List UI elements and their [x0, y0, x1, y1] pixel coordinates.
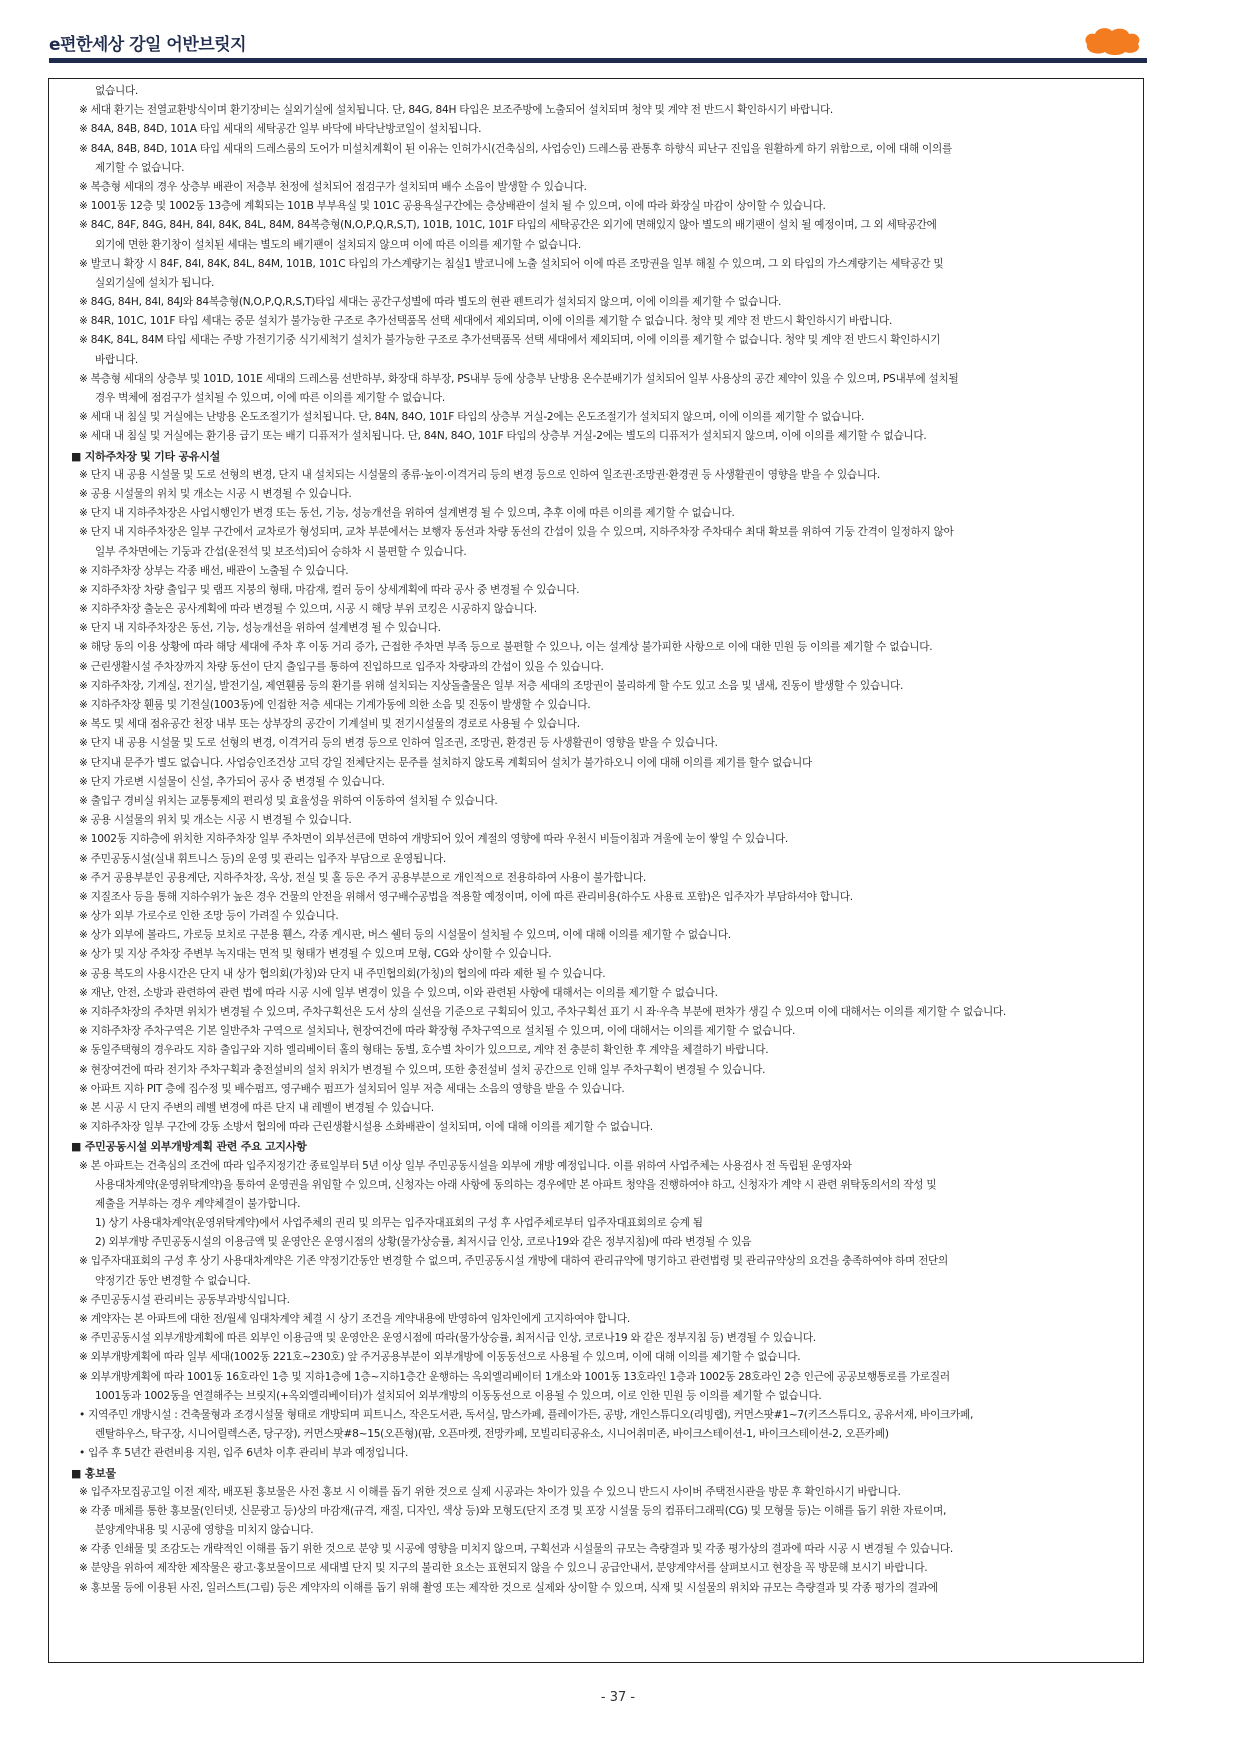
notice-line: 없습니다.	[95, 85, 139, 97]
notice-line: ※ 주민공동시설 관리비는 공동부과방식입니다.	[79, 1293, 290, 1306]
notice-line: ※ 단지 내 지하주차장은 동선, 기능, 성능개선을 위하여 설계변경 될 수 있습니다.	[79, 622, 441, 635]
notice-line: ※ 지하주차장, 기계실, 전기실, 발전기실, 제연휀룸 등의 환기를 위해 설치되는 지상돌출물은 일부 저층 세대의 조망권이 불리하게 할 수도 있고 소음 및 냄새, 진동이 발생할 수 있습니다.	[79, 679, 904, 692]
notice-line: ※ 지질조사 등을 통해 지하수위가 높은 경우 건물의 안전을 위해서 영구배수공법을 적용할 예정이며, 이에 따른 관리비용(하수도 사용료 포함)은 입주자가 부담하셔야 합니다.	[79, 890, 853, 903]
notice-line: ※ 아파트 지하 PIT 층에 집수정 및 배수펌프, 영구배수 펌프가 설치되어 일부 저층 세대는 소음의 영향을 받을 수 있습니다.	[79, 1082, 625, 1095]
notice-line: ※ 지하주차장 휀룸 및 기전실(1003동)에 인접한 저층 세대는 기계가동에 의한 소음 및 진동이 발생할 수 있습니다.	[79, 699, 591, 711]
notice-line: ※ 공용 복도의 사용시간은 단지 내 상가 협의회(가칭)와 단지 내 주민협의회(가칭)의 협의에 따라 제한 될 수 있습니다.	[79, 967, 606, 980]
notice-line: ※ 분양을 위하여 제작한 제작물은 광고·홍보물이므로 세대별 단지 및 지구의 불리한 요소는 표현되지 않을 수 있으니 공급안내서, 분양계약서를 살펴보시고 현장을 꼭 방문해 보시기 바랍니다.	[79, 1562, 928, 1575]
notice-line: ※ 지하주차장 출눈은 공사계획에 따라 변경될 수 있으며, 시공 시 해당 부위 코킹은 시공하지 않습니다.	[79, 603, 537, 616]
notice-line: ※ 84K, 84L, 84M 타입 세대는 주방 가전기기중 식기세척기 설치가 불가능한 구조로 추가선택품목 선택 세대에서 제외되며, 이에 이의를 제기할 수 없습니다. 청약 및 계약 전 반드시 확인하시기	[79, 334, 941, 347]
notice-line: ※ 각종 인쇄물 및 조감도는 개략적인 이해를 돕기 위한 것으로 분양 및 시공에 영향을 미치지 않으며, 구획선과 시설물의 규모는 측량결과 및 각종 평가상의 결과에 따라 시공 시 변경될 수 있습니다.	[79, 1543, 953, 1556]
notice-line: 바랍니다.	[95, 353, 139, 366]
notice-line: ※ 단지 내 공용 시설물 및 도로 선형의 변경, 이격거리 등의 변경 등으로 인하여 일조권, 조망권, 환경권 등 사생활권이 영향을 받을 수 있습니다.	[79, 737, 718, 750]
notice-line: ※ 복도 및 세대 점유공간 천장 내부 또는 상부장의 공간이 기계설비 및 전기시설물의 경로로 사용될 수 있습니다.	[79, 718, 580, 731]
notice-line: ※ 재난, 안전, 소방과 관련하여 관련 법에 따라 시공 시에 일부 변경이 있을 수 있으며, 이와 관련된 사항에 대해서는 이의를 제기할 수 없습니다.	[79, 986, 718, 999]
notice-line: ※ 동일주택형의 경우라도 지하 출입구와 지하 엘리베이터 홀의 형태는 동별, 호수별 차이가 있으므로, 계약 전 충분히 확인한 후 계약을 체결하기 바랍니다.	[79, 1044, 769, 1057]
notice-line: 제기할 수 없습니다.	[95, 161, 185, 174]
notice-line: 렌탈하우스, 탁구장, 시니어릴렉스존, 당구장), 커먼스팟#8~15(오픈형)(팜, 오픈마켓, 전망카페, 모빌리티공유소, 시니어취미존, 바이크스테이션-1, 바이크스테이션-2, 오픈카페)	[95, 1428, 889, 1441]
notice-line: ※ 본 아파트는 건축심의 조건에 따라 입주지정기간 종료일부터 5년 이상 일부 주민공동시설을 외부에 개방 예정입니다. 이를 위하여 사업주체는 사용검사 전 독립된 운영자와	[79, 1159, 852, 1172]
notice-line: ※ 1002동 지하층에 위치한 지하주차장 일부 주차면이 외부선큰에 면하여 개방되어 있어 계절의 영향에 따라 우천시 비들이침과 겨울에 눈이 쌓일 수 있습니다.	[79, 833, 789, 846]
notice-line: 1) 상기 사용대차계약(운영위탁계약)에서 사업주체의 권리 및 의무는 입주자대표회의 구성 후 사업주체로부터 입주자대표회의로 승계 됨	[95, 1217, 703, 1230]
notice-line: ※ 주거 공용부분인 공용계단, 지하주차장, 옥상, 전실 및 홀 등은 주거 공용부분으로 개인적으로 전용하하여 사용이 불가합니다.	[79, 871, 647, 884]
notice-line: ※ 단지 내 지하주차장은 일부 구간에서 교차로가 형성되며, 교차 부분에서는 보행자 동선과 차량 동선의 간섭이 있을 수 있으며, 지하주차장 주차대수 최대 확보를 위하여 기둥 간격이 일정하지 않아	[79, 526, 954, 539]
notice-line: ※ 84R, 101C, 101F 타입 세대는 중문 설치가 불가능한 구조로 추가선택품목 선택 세대에서 제외되며, 이에 이의를 제기할 수 없습니다. 청약 및 계약 전 반드시 확인하시기 바랍니다.	[79, 315, 893, 328]
notice-line: 1001동과 1002동을 연결해주는 브릿지(+옥외엘리베이터)가 설치되어 외부개방의 이동동선으로 이용될 수 있으며, 이로 인한 민원 등 이의를 제기할 수 없습니다.	[95, 1389, 822, 1402]
page-header	[49, 26, 1139, 56]
notice-line: ※ 입주자대표회의 구성 후 상기 사용대차계약은 기존 약정기간동안 변경할 수 없으며, 주민공동시설 개방에 대하여 관리규약에 명기하고 관련법령 및 관리규약상의 요건을 충족하여야 하며 전단의	[79, 1255, 949, 1268]
notice-line: ※ 외부개방계획에 따라 1001동 16호라인 1층 및 지하1층에 1층~지하1층간 운행하는 옥외엘리베이터 1개소와 1001동 13호라인 1층과 1002동 28호라인 2층 인근에 공공보행통로를 가로질러	[79, 1370, 950, 1383]
page-number: - 37 -	[600, 1690, 636, 1705]
notice-line: ※ 단지 내 지하주차장은 사업시행인가 변경 또는 동선, 기능, 성능개선을 위하여 설계변경 될 수 있으며, 추후 이에 따른 이의를 제기할 수 없습니다.	[79, 507, 735, 520]
notice-line: ※ 지하주차장 일부 구간에 강동 소방서 협의에 따라 근린생활시설용 소화배관이 설치되며, 이에 대해 이의를 제기할 수 없습니다.	[79, 1121, 653, 1134]
notice-box	[48, 78, 1144, 1663]
notice-line: ※ 단지내 문주가 별도 없습니다. 사업승인조건상 고덕 강일 전체단지는 문주를 설치하지 않도록 계획되어 설치가 불가하오니 이에 대해 이의를 제기를 할수 없습니다	[79, 756, 813, 769]
notice-line: ※ 지하주차장 상부는 각종 배선, 배관이 노출될 수 있습니다.	[79, 564, 349, 577]
notice-line: ※ 복층형 세대의 경우 상층부 배관이 저층부 천정에 설치되어 점검구가 설치되며 배수 소음이 발생할 수 있습니다.	[79, 180, 587, 193]
notice-line: 분양계약내용 및 시공에 영향을 미치지 않습니다.	[95, 1524, 314, 1537]
notice-line: ※ 본 시공 시 단지 주변의 레벨 변경에 따른 단지 내 레벨이 변경될 수 있습니다.	[79, 1101, 434, 1114]
header-divider	[49, 58, 1147, 63]
notice-line: 외기에 면한 환기창이 설치된 세대는 별도의 배기팬이 설치되지 않으며 이에 따른 이의를 제기할 수 없습니다.	[95, 238, 582, 251]
notice-line: ※ 공용 시설물의 위치 및 개소는 시공 시 변경될 수 있습니다.	[79, 814, 352, 827]
notice-line: ※ 홍보물 등에 이용된 사진, 일러스트(그림) 등은 계약자의 이해를 돕기 위해 촬영 또는 제작한 것으로 실제와 상이할 수 있으며, 식재 및 시설물의 위치와 규모는 측량결과 및 각종 평가의 결과에	[79, 1581, 938, 1594]
notice-line: ※ 계약자는 본 아파트에 대한 전/월세 임대차계약 체결 시 상기 조건을 계약내용에 반영하여 임차인에게 고지하여야 합니다.	[79, 1313, 631, 1325]
section-heading: ■ 지하주차장 및 기타 공유시설	[71, 449, 220, 463]
notice-line: ※ 주민공동시설 외부개방계획에 따른 외부인 이용금액 및 운영안은 운영시점에 따라(물가상승률, 최저시급 인상, 코로나19 와 같은 정부지침 등) 변경될 수 있습니다.	[79, 1332, 816, 1345]
notice-line: 일부 주차면에는 기둥과 간섭(운전석 및 보조석)되어 승하차 시 불편할 수 있습니다.	[95, 545, 467, 558]
notice-line: ※ 외부개방계획에 따라 일부 세대(1002동 221호~230호) 앞 주거공용부분이 외부개방에 이동동선으로 사용될 수 있으며, 이에 대해 이의를 제기할 수 없습니다.	[79, 1351, 801, 1364]
notice-line: ※ 1001동 12층 및 1002동 13층에 계획되는 101B 부부욕실 및 101C 공용욕실구간에는 층상배관이 설치 될 수 있으며, 이에 따라 화장실 마감이 상이할 수 있습니다.	[79, 200, 826, 213]
notice-line: 경우 벽체에 점검구가 설치될 수 있으며, 이에 따른 이의를 제기할 수 없습니다.	[95, 392, 446, 404]
notice-line: 사용대차계약(운영위탁계약)을 통하여 운영권을 위임할 수 있으며, 신청자는 아래 사항에 동의하는 경우에만 본 아파트 청약을 진행하여야 하고, 신청자가 계약 시 관련 위탁동의서의 작성 및	[95, 1178, 937, 1191]
notice-line: ※ 주민공동시설(실내 휘트니스 등)의 운영 및 관리는 입주자 부담으로 운영됩니다.	[79, 852, 447, 865]
notice-line: ※ 해당 동의 이용 상황에 따라 해당 세대에 주차 후 이동 거리 증가, 근접한 주차면 부족 등으로 불편할 수 있으나, 이는 설계상 불가피한 사항으로 이에 대한 민원 등 이의를 제기할 수 없습니다.	[79, 641, 933, 654]
notice-line: • 지역주민 개방시설 : 건축물형과 조경시설물 형태로 개방되며 피트니스, 작은도서관, 독서실, 맘스카페, 플레이가든, 공방, 개인스튜디오(리빙랩), 커먼스팟#1~7(키즈스튜디오, 공유서재, 바이크카페,	[79, 1408, 974, 1421]
notice-line: 제출을 거부하는 경우 계약체결이 불가합니다.	[95, 1197, 301, 1210]
document-title: e편한세상 강일 어반브릿지	[49, 35, 247, 55]
notice-line: ※ 발코니 확장 시 84F, 84I, 84K, 84L, 84M, 101B, 101C 타입의 가스계량기는 침실1 발코니에 노출 설치되어 이에 따른 조망권을 일부 해칠 수 있으며, 그 외 타입의 가스계량기는 세탁공간 및	[79, 257, 944, 270]
notice-line: • 입주 후 5년간 관련비용 지원, 입주 6년차 이후 관리비 부과 예정입니다.	[79, 1447, 409, 1460]
notice-line: ※ 공용 시설물의 위치 및 개소는 시공 시 변경될 수 있습니다.	[79, 487, 352, 500]
notice-line: ※ 세대 내 침실 및 거실에는 난방용 온도조절기가 설치됩니다. 단, 84N, 84O, 101F 타입의 상층부 거실-2에는 온도조절기가 설치되지 않으며, 이에 이의를 제기할 수 없습니다.	[79, 411, 865, 424]
notice-line: ※ 84G, 84H, 84I, 84J와 84복층형(N,O,P,Q,R,S,T)타입 세대는 공간구성별에 따라 별도의 현관 펜트리가 설치되지 않으며, 이에 이의를 제기할 수 없습니다.	[79, 296, 782, 309]
notice-line: ※ 지하주차장 차량 출입구 및 램프 지붕의 형태, 마감재, 컬러 등이 상세계획에 따라 공사 중 변경될 수 있습니다.	[79, 583, 580, 596]
notice-line: ※ 입주자모집공고일 이전 제작, 배포된 홍보물은 사전 홍보 시 이해를 돕기 위한 것으로 실제 시공과는 차이가 있을 수 있으니 반드시 사이버 주택전시관을 방문 후 확인하시기 바랍니다.	[79, 1485, 901, 1498]
notice-line: ※ 84A, 84B, 84D, 101A 타입 세대의 세탁공간 일부 바닥에 바닥난방코일이 설치됩니다.	[79, 123, 482, 136]
notice-line: ※ 지하주차장의 주차면 위치가 변경될 수 있으며, 주차구획선은 도서 상의 실선을 기준으로 구획되어 있고, 주차구획선 표기 시 좌·우측 부분에 편차가 생길 수 있으며 이에 대해서는 이의를 제기할 수 없습니다.	[79, 1006, 1007, 1018]
notice-line: 2) 외부개방 주민공동시설의 이용금액 및 운영안은 운영시점의 상황(물가상승률, 최저시급 인상, 코로나19와 같은 정부지침)에 따라 변경될 수 있음	[95, 1236, 752, 1249]
notice-line: ※ 세대 환기는 전열교환방식이며 환기장비는 실외기실에 설치됩니다. 단, 84G, 84H 타입은 보조주방에 노출되어 설치되며 청약 및 계약 전 반드시 확인하시기 바랍니다.	[79, 104, 834, 117]
brand-logo-icon	[1081, 26, 1143, 56]
notice-lines	[59, 82, 1137, 1598]
notice-line: ※ 84A, 84B, 84D, 101A 타입 세대의 드레스룸의 도어가 미설치계획이 된 이유는 인허가시(건축심의, 사업승인) 드레스룸 관통후 하향식 피난구 진입을 원활하게 하기 위함으로, 이에 대해 이의를	[79, 142, 953, 155]
notice-line: ※ 상가 외부에 볼라드, 가로등 보치로 구분용 휀스, 각종 게시판, 버스 쉘터 등의 시설물이 설치될 수 있으며, 이에 대해 이의를 제기할 수 없습니다.	[79, 929, 731, 942]
section-heading: ■ 주민공동시설 외부개방계획 관련 주요 고지사항	[71, 1140, 307, 1154]
notice-line: ※ 출입구 경비실 위치는 교통통제의 편리성 및 효율성을 위하여 이동하여 설치될 수 있습니다.	[79, 794, 498, 807]
notice-line: ※ 상가 및 지상 주차장 주변부 녹지대는 면적 및 형태가 변경될 수 있으며 모형, CG와 상이할 수 있습니다.	[79, 948, 552, 961]
notice-line: ※ 단지 내 공용 시설물 및 도로 선형의 변경, 단지 내 설치되는 시설물의 종류·높이·이격거리 등의 변경 등으로 인하여 일조권·조망권·환경권 등 사생활권이 영향을 받을 수 있습니다.	[79, 468, 880, 481]
notice-line: ※ 근린생활시설 주차장까지 차량 동선이 단지 출입구를 통하여 진입하므로 입주자 차량과의 간섭이 있을 수 있습니다.	[79, 660, 604, 673]
notice-line: ※ 현장여건에 따라 전기차 주차구획과 충전설비의 설치 위치가 변경될 수 있으며, 또한 충전설비 설치 공간으로 인해 일부 주차구획이 변경될 수 있습니다.	[79, 1063, 766, 1076]
notice-line: 실외기실에 설치가 됩니다.	[95, 276, 215, 289]
notice-line: ※ 상가 외부 가로수로 인한 조망 등이 가려질 수 있습니다.	[79, 910, 339, 923]
notice-line: 약정기간 동안 변경할 수 없습니다.	[95, 1274, 251, 1287]
notice-line: ※ 세대 내 침실 및 거실에는 환기용 급기 또는 배기 디퓨저가 설치됩니다. 단, 84N, 84O, 101F 타입의 상층부 거실-2에는 별도의 디퓨저가 설치되지 않으며, 이에 이의를 제기할 수 없습니다.	[79, 430, 927, 443]
notice-line: ※ 단지 가로변 시설물이 신설, 추가되어 공사 중 변경될 수 있습니다.	[79, 775, 385, 788]
notice-line: ※ 각종 매체를 통한 홍보물(인터넷, 신문광고 등)상의 마감재(규격, 재질, 디자인, 색상 등)와 모형도(단지 조경 및 포장 시설물 등의 컴퓨터그래픽(CG) 및 모형물 등)는 이해를 돕기 위한 자료이며,	[79, 1504, 947, 1517]
notice-line: ※ 84C, 84F, 84G, 84H, 84I, 84K, 84L, 84M, 84복층형(N,O,P,Q,R,S,T), 101B, 101C, 101F 타입의 세탁공간은 외기에 면해있지 않아 별도의 배기팬이 설치 될 예정이며, 그 외 세탁공간에	[79, 219, 937, 232]
notice-line: ※ 지하주차장 주차구역은 기본 일반주차 구역으로 설치되나, 현장여건에 따라 확장형 주차구역으로 설치될 수 있으며, 이에 대해서는 이의를 제기할 수 없습니다.	[79, 1025, 796, 1038]
section-heading: ■ 홍보물	[71, 1466, 116, 1480]
notice-line: ※ 복층형 세대의 상층부 및 101D, 101E 세대의 드레스룸 선반하부, 화장대 하부장, PS내부 등에 상층부 난방용 온수분배기가 설치되어 일부 사용상의 공간 제약이 있을 수 있으며, PS내부에 설치될	[79, 372, 959, 385]
